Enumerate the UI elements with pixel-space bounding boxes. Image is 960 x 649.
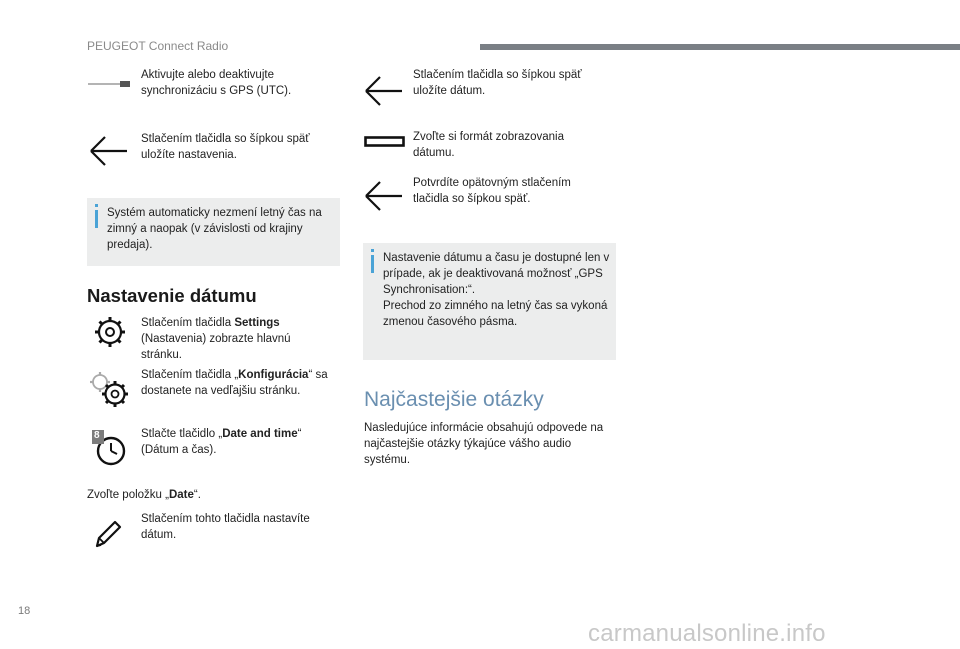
settings-pre: Stlačením tlačidla (141, 317, 235, 329)
info-icon (371, 255, 374, 273)
datetime-pre: Stlačte tlačidlo „ (141, 428, 223, 440)
info-box-dst (87, 198, 340, 266)
info-dst-text: Systém automaticky nezmení letný čas na zimný a naopak (v závislosti od krajiny predaja). (107, 207, 322, 251)
info-box-date-availability (363, 243, 616, 360)
confirm-back-text: Potvrdíte opätovným stlačením tlačidla so šípkou späť. (413, 177, 571, 205)
faq-intro-text: Nasledujúce informácie obsahujú odpovede na najčastejšie otázky týkajúce vášho audio systému. (364, 422, 604, 466)
back-arrow-icon (364, 180, 404, 212)
format-bar-icon (364, 136, 406, 148)
select-date-text (87, 487, 337, 503)
config-label: Konfigurácia (238, 369, 309, 381)
toggle-line-icon (88, 78, 132, 90)
settings-gear-icon (93, 315, 127, 349)
settings-step-text (141, 315, 321, 363)
date-format-text: Zvoľte si formát zobrazovania dátumu. (413, 131, 564, 159)
info-gps-text: Nastavenie dátumu a času je dostupné len v prípade, ak je deaktivovaná možnosť „GPS Synchronisation:“. (383, 252, 610, 296)
back-arrow-icon (89, 135, 129, 167)
select-post: “. (193, 489, 201, 501)
watermark: carmanualsonline.info (588, 620, 826, 647)
date-time-clock-icon (92, 430, 128, 466)
back-arrow-icon (364, 75, 404, 107)
datetime-post: “ (Dátum a čas). (141, 428, 302, 456)
datetime-step-text (141, 426, 331, 458)
header-title: PEUGEOT Connect Radio (87, 39, 229, 53)
section-heading-date: Nastavenie dátumu (87, 285, 257, 306)
configuration-gears-icon (88, 370, 132, 410)
datetime-label: Date and time (222, 428, 298, 440)
save-settings-text: Stlačením tlačidla so šípkou späť uložíte nastavenia. (141, 133, 310, 161)
clock-badge: 8 (94, 430, 100, 441)
gps-sync-text: Aktivujte alebo deaktivujte synchronizáciu s GPS (UTC). (141, 69, 292, 97)
settings-post: (Nastavenia) zobrazte hlavnú stránku. (141, 333, 291, 361)
config-pre: Stlačením tlačidla „ (141, 369, 239, 381)
info-timezone-text: Prechod zo zimného na letný čas sa vykoná zmenou časového pásma. (383, 300, 608, 328)
pencil-step-text: Stlačením tohto tlačidla nastavíte dátum. (141, 513, 310, 541)
select-pre: Zvoľte položku „ (87, 489, 169, 501)
info-icon (95, 210, 98, 228)
save-date-text: Stlačením tlačidla so šípkou späť uložíte dátum. (413, 69, 582, 97)
config-step-text (141, 367, 331, 399)
header-bar (480, 44, 960, 50)
select-label: Date (168, 489, 194, 501)
settings-label: Settings (234, 317, 280, 329)
section-heading-faq: Najčastejšie otázky (364, 388, 544, 411)
pencil-edit-icon (93, 518, 123, 550)
page-number: 18 (18, 605, 31, 617)
config-post: “ sa dostanete na vedľajšiu stránku. (141, 369, 328, 397)
